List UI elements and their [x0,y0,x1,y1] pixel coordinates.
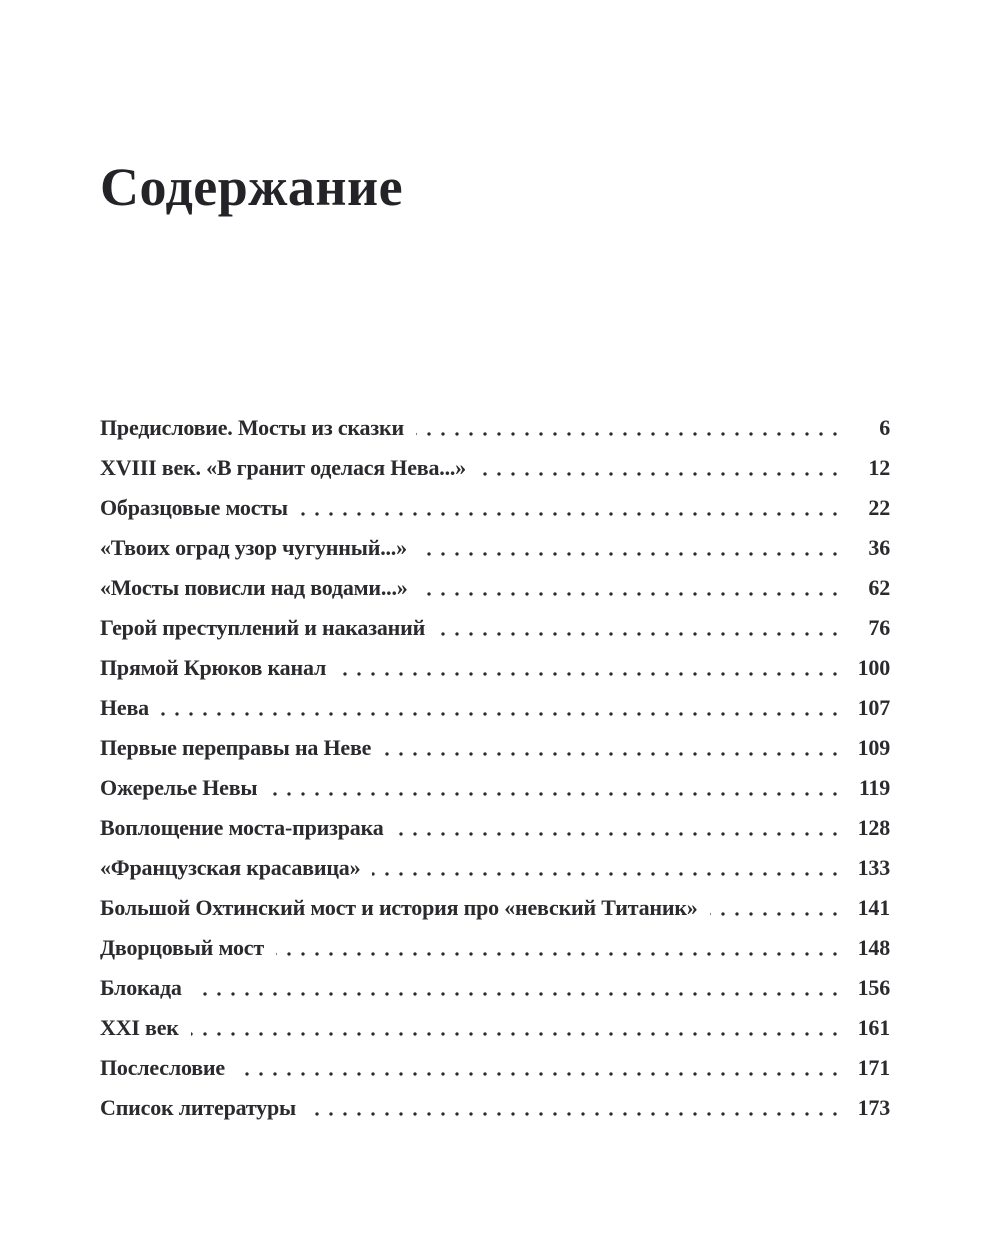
toc-entry-page-number: 109 [844,728,890,768]
toc-entry-title: Дворцовый мост [100,928,276,968]
toc-entry-page-number: 62 [846,568,890,608]
toc-entry[interactable] [100,528,890,568]
toc-entry-page-number: 6 [846,408,890,448]
toc-entry-page-number: 76 [846,608,890,648]
toc-entry-page-number: 119 [845,768,890,808]
toc-entry[interactable] [100,1008,890,1048]
toc-entry[interactable] [100,608,890,648]
toc-entry-title: «Французская красавица» [100,848,372,888]
toc-entry-title: Список литературы [100,1088,308,1128]
toc-entry-page-number: 107 [844,688,890,728]
toc-entry-title: Послесловие [100,1048,237,1088]
toc-entry[interactable] [100,848,890,888]
toc-entry[interactable] [100,928,890,968]
toc-entry-page-number: 161 [844,1008,890,1048]
toc-entry-page-number: 156 [844,968,890,1008]
toc-entry-page-number: 148 [844,928,890,968]
toc-entry-title: «Мосты повисли над водами...» [100,568,420,608]
toc-entry-page-number: 141 [844,888,890,928]
toc-entry[interactable] [100,888,890,928]
toc-entry-page-number: 36 [846,528,890,568]
toc-entry-title: Большой Охтинский мост и история про «невский Титаник» [100,888,710,928]
toc-entry-title: Воплощение моста-призрака [100,808,396,848]
toc-entry-title: Предисловие. Мосты из сказки [100,408,416,448]
toc-entry[interactable] [100,568,890,608]
toc-entry-page-number: 128 [844,808,890,848]
toc-entry[interactable] [100,728,890,768]
toc-entry-title: Первые переправы на Неве [100,728,383,768]
toc-entry-title: «Твоих оград узор чугунный...» [100,528,419,568]
toc-entry[interactable] [100,968,890,1008]
toc-entry[interactable] [100,488,890,528]
toc-entry[interactable] [100,648,890,688]
toc-entry-title: XXI век [100,1008,191,1048]
toc-entry-page-number: 12 [846,448,890,488]
toc-entry[interactable] [100,448,890,488]
toc-entry-title: Блокада [100,968,194,1008]
toc-entry-title: Ожерелье Невы [100,768,269,808]
page-title: Содержание [100,157,404,217]
toc-entry-title: XVIII век. «В гранит оделася Нева...» [100,448,478,488]
toc-entry[interactable] [100,688,890,728]
toc-entry-title: Нева [100,688,161,728]
toc-entry[interactable] [100,1088,890,1128]
toc-entry[interactable] [100,1048,890,1088]
toc-entry[interactable] [100,808,890,848]
toc-entry-title: Герой преступлений и наказаний [100,608,437,648]
toc-list [100,408,890,1128]
toc-entry-title: Прямой Крюков канал [100,648,338,688]
toc-entry-page-number: 173 [844,1088,890,1128]
toc-entry-page-number: 22 [846,488,890,528]
toc-entry[interactable] [100,408,890,448]
toc-entry-page-number: 171 [844,1048,890,1088]
toc-entry[interactable] [100,768,890,808]
toc-entry-page-number: 133 [844,848,890,888]
toc-entry-page-number: 100 [844,648,890,688]
toc-entry-title: Образцовые мосты [100,488,300,528]
